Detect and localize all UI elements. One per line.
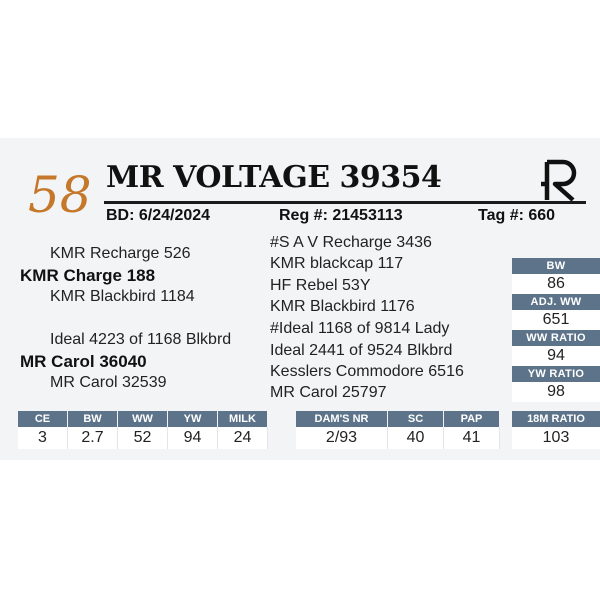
pap-value: 41 xyxy=(444,427,500,449)
yw-ratio-value: 98 xyxy=(512,382,600,402)
pedigree-extended-item: Kesslers Commodore 6516 xyxy=(270,363,464,380)
epd-table xyxy=(18,411,268,449)
ww-ratio-value: 94 xyxy=(512,346,600,366)
milk-value: 24 xyxy=(218,427,268,449)
pedigree-dam-dam: MR Carol 32539 xyxy=(50,374,167,391)
adj-ww-value: 651 xyxy=(512,310,600,330)
animal-name: MR VOLTAGE 39354 xyxy=(106,160,442,195)
bw-epd-value: 2.7 xyxy=(68,427,118,449)
pedigree-sire-sire: KMR Recharge 526 xyxy=(50,245,191,262)
ww-value: 52 xyxy=(118,427,168,449)
bw-header: BW xyxy=(512,258,600,274)
header-rule xyxy=(104,201,586,204)
pedigree-sire: KMR Charge 188 xyxy=(20,266,156,285)
r-brand-logo-icon xyxy=(539,158,583,202)
side-stats-panel xyxy=(512,258,600,402)
milk-header: MILK xyxy=(218,411,268,427)
yw-ratio-header: YW RATIO xyxy=(512,366,600,382)
birth-date: BD: 6/24/2024 xyxy=(106,207,211,224)
pedigree-extended-item: MR Carol 25797 xyxy=(270,384,387,401)
dams-nr-header: DAM'S NR xyxy=(296,411,388,427)
ce-value: 3 xyxy=(18,427,68,449)
yw-header: YW xyxy=(168,411,218,427)
ww-header: WW xyxy=(118,411,168,427)
registration-number: Reg #: 21453113 xyxy=(279,207,403,224)
pedigree-extended-item: KMR Blackbird 1176 xyxy=(270,298,415,315)
ratio-18m-value: 103 xyxy=(512,427,600,449)
pedigree-dam: MR Carol 36040 xyxy=(20,352,147,371)
ww-ratio-header: WW RATIO xyxy=(512,330,600,346)
bw-value: 86 xyxy=(512,274,600,294)
dams-nr-value: 2/93 xyxy=(296,427,388,449)
tag-number: Tag #: 660 xyxy=(478,207,556,224)
yw-value: 94 xyxy=(168,427,218,449)
pedigree-extended-item: Ideal 2441 of 9524 Blkbrd xyxy=(270,342,453,359)
pedigree-dam-sire: Ideal 4223 of 1168 Blkbrd xyxy=(50,331,232,348)
pedigree-extended-item: KMR blackcap 117 xyxy=(270,255,404,272)
sc-value: 40 xyxy=(388,427,444,449)
dam-stats-table xyxy=(296,411,500,449)
pedigree-extended-item: #S A V Recharge 3436 xyxy=(270,234,432,251)
pap-header: PAP xyxy=(444,411,500,427)
ce-header: CE xyxy=(18,411,68,427)
bw-epd-header: BW xyxy=(68,411,118,427)
pedigree-extended-item: #Ideal 1168 of 9814 Lady xyxy=(270,320,450,337)
pedigree-extended-item: HF Rebel 53Y xyxy=(270,277,371,294)
adj-ww-header: ADJ. WW xyxy=(512,294,600,310)
sc-header: SC xyxy=(388,411,444,427)
pedigree-sire-dam: KMR Blackbird 1184 xyxy=(50,288,195,305)
lot-number: 58 xyxy=(28,166,92,224)
ratio-18m-table xyxy=(512,411,600,449)
ratio-18m-header: 18M RATIO xyxy=(512,411,600,427)
